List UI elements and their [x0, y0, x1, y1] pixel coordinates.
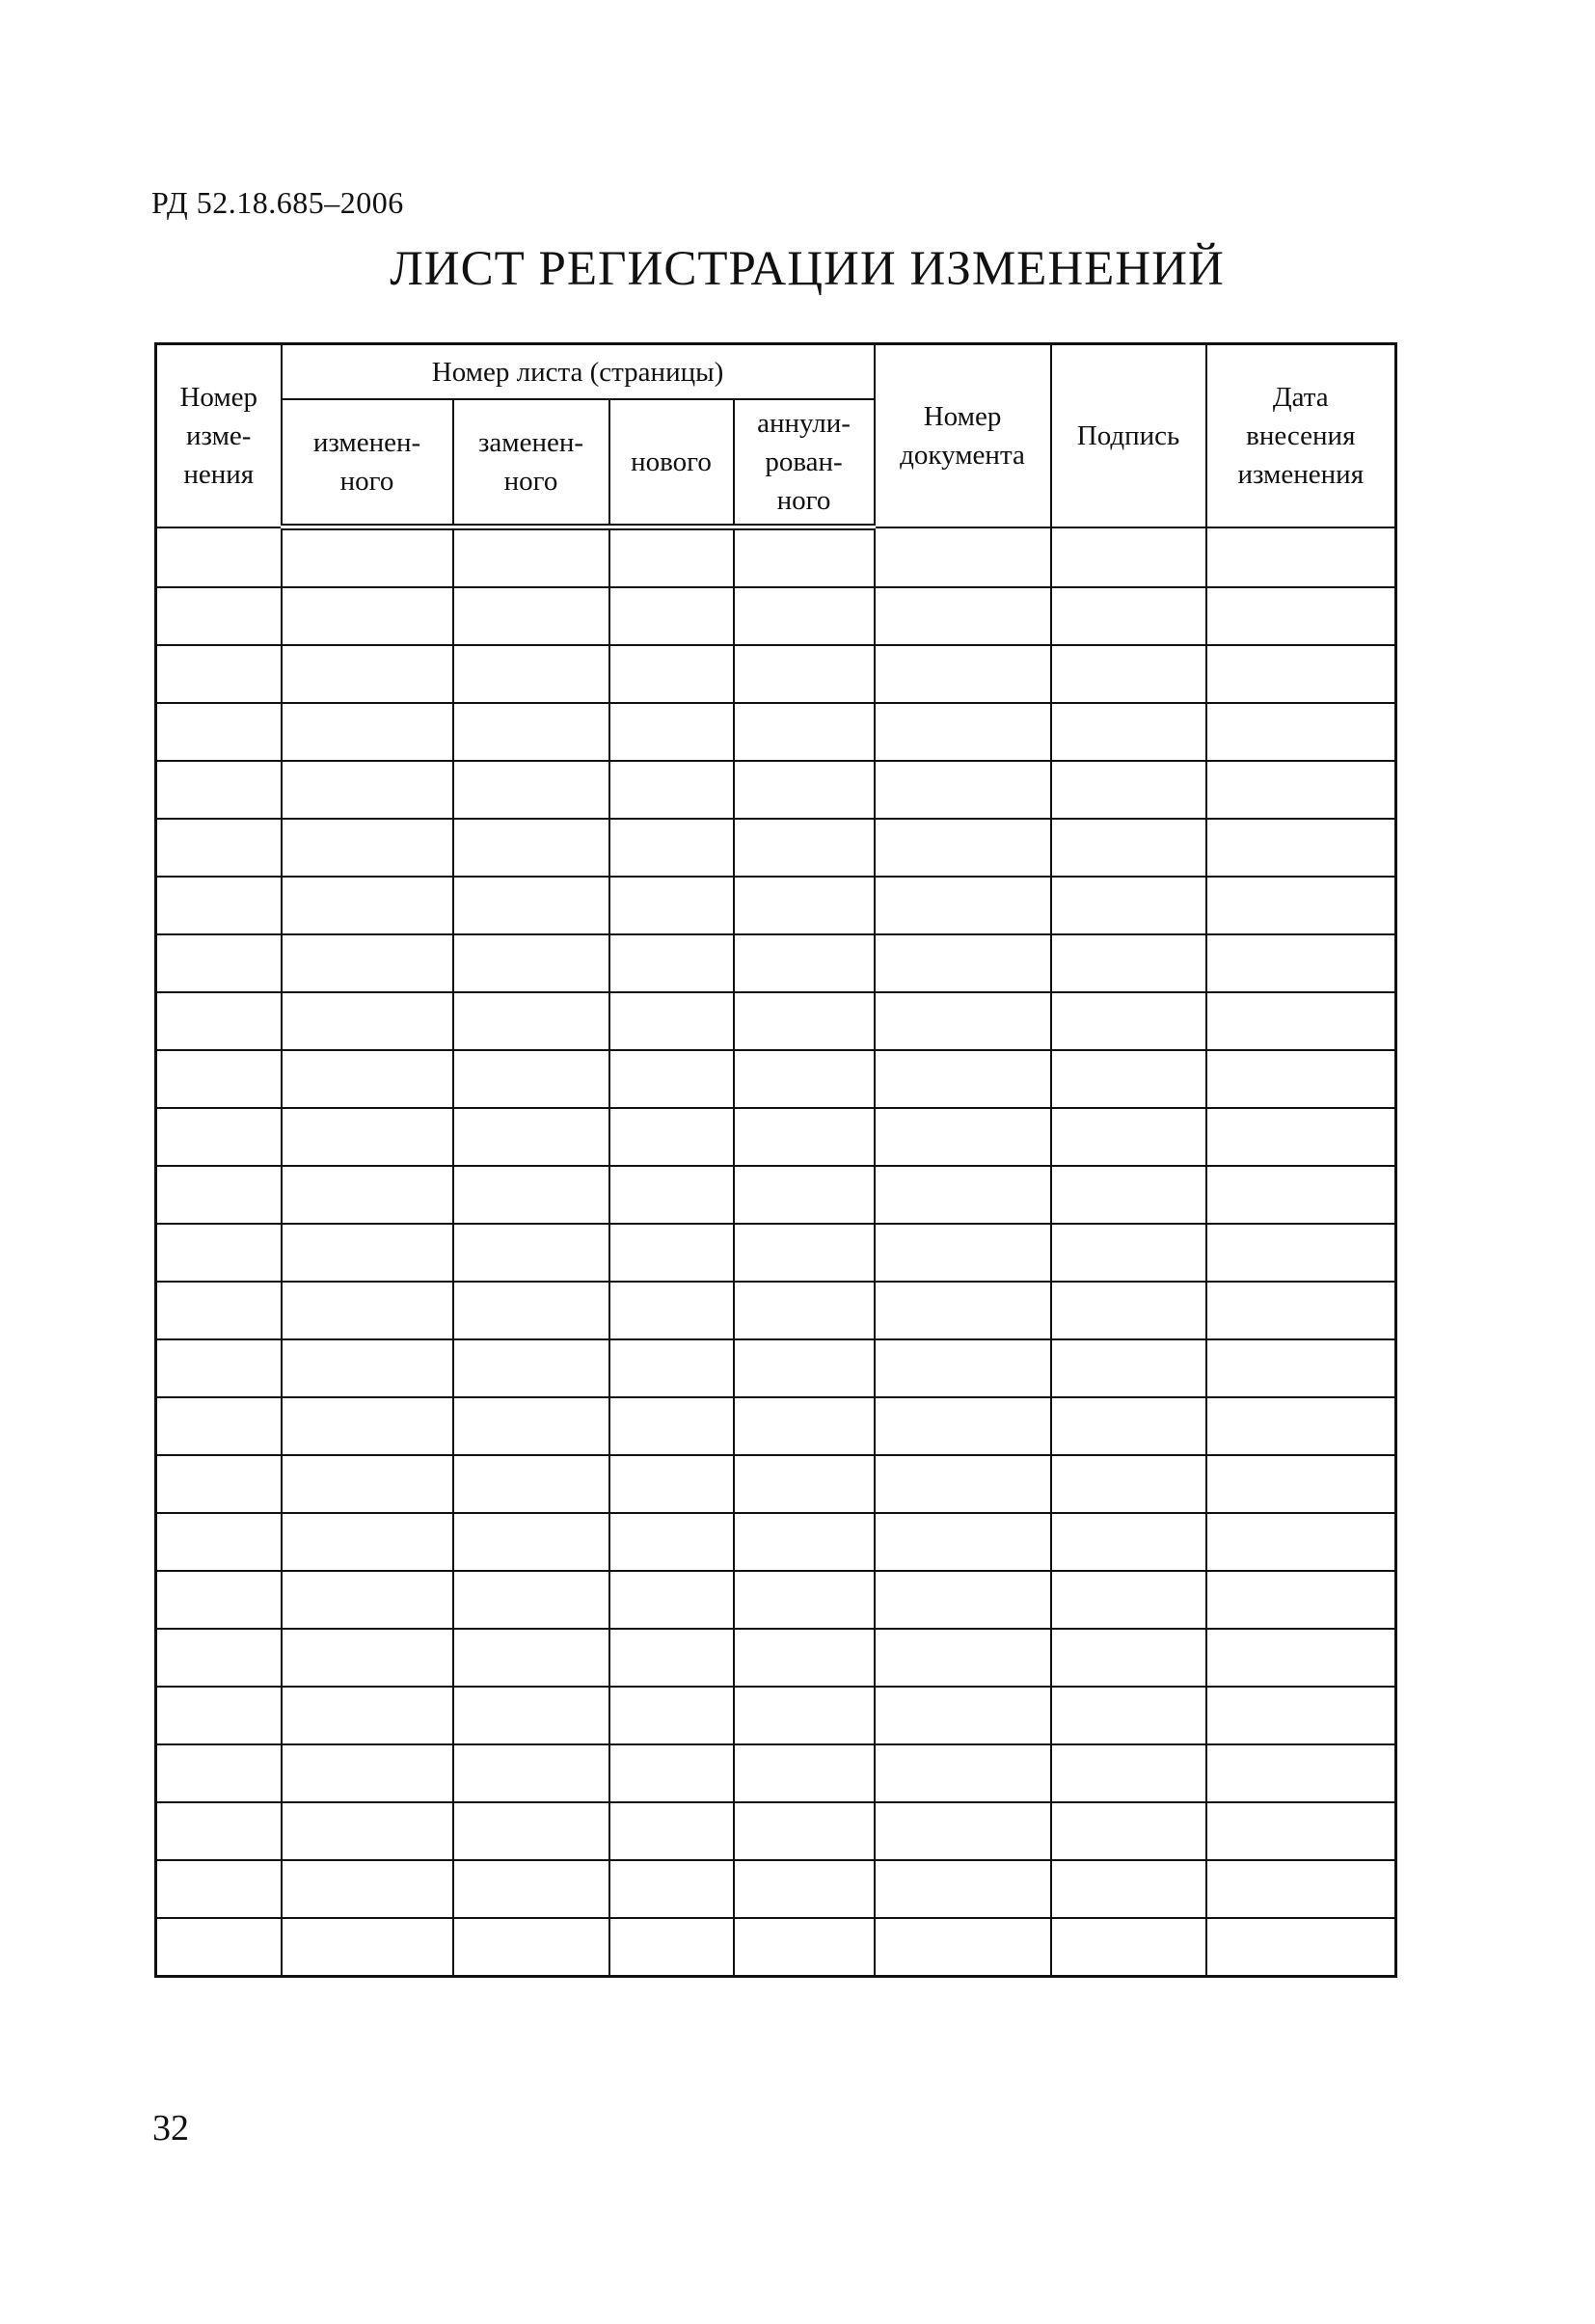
table-cell: [609, 1050, 734, 1108]
table-cell: [156, 1397, 282, 1455]
table-cell: [282, 934, 453, 992]
table-cell: [875, 1050, 1051, 1108]
table-row: [156, 1397, 1396, 1455]
table-cell: [734, 1571, 875, 1629]
table-cell: [734, 1802, 875, 1860]
table-cell: [1206, 1918, 1396, 1977]
table-cell: [453, 1744, 609, 1802]
table-row: [156, 1108, 1396, 1166]
table-cell: [453, 1166, 609, 1224]
table-cell: [1051, 1339, 1206, 1397]
table-cell: [734, 1455, 875, 1513]
table-cell: [609, 819, 734, 877]
table-row: [156, 1050, 1396, 1108]
table-row: [156, 1629, 1396, 1687]
table-cell: [453, 1455, 609, 1513]
table-cell: [1206, 1108, 1396, 1166]
table-cell: [282, 1802, 453, 1860]
table-cell: [282, 1860, 453, 1918]
table-cell: [875, 1860, 1051, 1918]
table-row: [156, 1513, 1396, 1571]
table-cell: [609, 645, 734, 703]
table-cell: [875, 1339, 1051, 1397]
table-cell: [734, 1860, 875, 1918]
table-cell: [1206, 645, 1396, 703]
table-cell: [282, 1571, 453, 1629]
table-cell: [734, 934, 875, 992]
table-cell: [1206, 1571, 1396, 1629]
table-cell: [282, 527, 453, 588]
table-cell: [1051, 1455, 1206, 1513]
table-cell: [875, 1802, 1051, 1860]
table-cell: [453, 1629, 609, 1687]
table-cell: [609, 1166, 734, 1224]
table-cell: [1051, 1224, 1206, 1282]
table-cell: [1206, 1802, 1396, 1860]
table-cell: [734, 992, 875, 1050]
table-cell: [282, 703, 453, 761]
table-cell: [156, 1629, 282, 1687]
table-cell: [282, 1339, 453, 1397]
table-cell: [875, 1918, 1051, 1977]
table-row: [156, 1571, 1396, 1629]
table-cell: [609, 1918, 734, 1977]
table-cell: [609, 877, 734, 934]
table-cell: [156, 1339, 282, 1397]
table-cell: [282, 877, 453, 934]
table-cell: [609, 1282, 734, 1339]
table-cell: [156, 1860, 282, 1918]
table-cell: [1206, 992, 1396, 1050]
table-cell: [609, 1397, 734, 1455]
table-cell: [453, 1513, 609, 1571]
table-cell: [875, 819, 1051, 877]
table-cell: [156, 934, 282, 992]
table-cell: [453, 1397, 609, 1455]
table-cell: [609, 1108, 734, 1166]
table-cell: [734, 1166, 875, 1224]
table-cell: [1206, 877, 1396, 934]
table-cell: [453, 934, 609, 992]
table-cell: [453, 1339, 609, 1397]
table-cell: [734, 1744, 875, 1802]
table-cell: [453, 992, 609, 1050]
table-cell: [1051, 1629, 1206, 1687]
table-cell: [453, 819, 609, 877]
table-cell: [156, 587, 282, 645]
table-row: [156, 527, 1396, 588]
header-replaced-sheet: заменен- ного: [453, 399, 609, 527]
table-cell: [156, 1166, 282, 1224]
table-cell: [1206, 703, 1396, 761]
table-cell: [453, 761, 609, 819]
page-title: ЛИСТ РЕГИСТРАЦИИ ИЗМЕНЕНИЙ: [390, 242, 1225, 296]
table-cell: [875, 1744, 1051, 1802]
table-cell: [1051, 1050, 1206, 1108]
table-cell: [1206, 1455, 1396, 1513]
table-cell: [1051, 527, 1206, 588]
table-cell: [453, 645, 609, 703]
header-change-number: Номер изме- нения: [156, 344, 282, 527]
page-number: 32: [152, 2108, 189, 2148]
table-row: [156, 761, 1396, 819]
table-cell: [734, 1050, 875, 1108]
table-cell: [734, 703, 875, 761]
table-cell: [875, 1166, 1051, 1224]
table-row: [156, 1860, 1396, 1918]
table-row: [156, 1918, 1396, 1977]
table-cell: [1206, 1629, 1396, 1687]
table-cell: [1051, 645, 1206, 703]
table-cell: [1206, 1687, 1396, 1744]
table-cell: [1206, 761, 1396, 819]
table-cell: [609, 703, 734, 761]
table-cell: [156, 1918, 282, 1977]
header-new-sheet: нового: [609, 399, 734, 527]
table-cell: [156, 703, 282, 761]
table-cell: [453, 1571, 609, 1629]
table-cell: [734, 1282, 875, 1339]
table-cell: [156, 1687, 282, 1744]
table-cell: [734, 1918, 875, 1977]
table-cell: [453, 1108, 609, 1166]
table-cell: [875, 1108, 1051, 1166]
table-cell: [609, 1455, 734, 1513]
table-cell: [734, 587, 875, 645]
table-cell: [609, 1339, 734, 1397]
header-sheet-number-group: Номер листа (страницы): [282, 344, 875, 400]
doc-code: РД 52.18.685–2006: [151, 185, 404, 220]
table-cell: [453, 1918, 609, 1977]
table-cell: [453, 1050, 609, 1108]
table-cell: [1051, 1166, 1206, 1224]
table-cell: [156, 1050, 282, 1108]
table-cell: [282, 1455, 453, 1513]
table-cell: [282, 1744, 453, 1802]
table-cell: [609, 761, 734, 819]
table-cell: [1051, 703, 1206, 761]
table-cell: [734, 1397, 875, 1455]
table-cell: [1206, 1224, 1396, 1282]
table-cell: [1051, 1744, 1206, 1802]
table-row: [156, 1802, 1396, 1860]
table-cell: [1206, 1744, 1396, 1802]
table-cell: [875, 1397, 1051, 1455]
table-cell: [875, 1455, 1051, 1513]
table-cell: [1051, 1397, 1206, 1455]
table-cell: [875, 1629, 1051, 1687]
table-cell: [1206, 1860, 1396, 1918]
table-cell: [875, 1571, 1051, 1629]
table-cell: [875, 703, 1051, 761]
table-cell: [734, 877, 875, 934]
table-cell: [1206, 1282, 1396, 1339]
table-cell: [156, 1282, 282, 1339]
table-cell: [156, 1802, 282, 1860]
table-row: [156, 587, 1396, 645]
table-cell: [609, 1224, 734, 1282]
table-cell: [1206, 1050, 1396, 1108]
table-cell: [609, 587, 734, 645]
table-cell: [156, 1455, 282, 1513]
table-cell: [282, 819, 453, 877]
table-cell: [734, 645, 875, 703]
table-row: [156, 992, 1396, 1050]
table-cell: [1206, 819, 1396, 877]
table-cell: [453, 1224, 609, 1282]
table-cell: [1206, 527, 1396, 588]
table-cell: [282, 1687, 453, 1744]
table-row: [156, 645, 1396, 703]
table-cell: [734, 1224, 875, 1282]
table-cell: [453, 703, 609, 761]
table-row: [156, 934, 1396, 992]
table-cell: [1051, 877, 1206, 934]
table-body: [156, 527, 1396, 1977]
table-cell: [1051, 1513, 1206, 1571]
table-row: [156, 1224, 1396, 1282]
table-cell: [453, 1282, 609, 1339]
table-cell: [156, 645, 282, 703]
table-cell: [609, 1571, 734, 1629]
table-cell: [875, 527, 1051, 588]
table-cell: [609, 992, 734, 1050]
table-cell: [453, 527, 609, 588]
table-cell: [156, 992, 282, 1050]
table-cell: [1051, 1918, 1206, 1977]
table-cell: [453, 877, 609, 934]
table-cell: [453, 587, 609, 645]
table-cell: [875, 645, 1051, 703]
table-cell: [1051, 934, 1206, 992]
table-cell: [156, 1513, 282, 1571]
table-cell: [734, 1339, 875, 1397]
table-row: [156, 819, 1396, 877]
table-cell: [282, 1224, 453, 1282]
table-cell: [1206, 1339, 1396, 1397]
table-cell: [875, 587, 1051, 645]
table-cell: [1051, 1571, 1206, 1629]
table-cell: [1206, 934, 1396, 992]
table-cell: [609, 1629, 734, 1687]
table-cell: [875, 1513, 1051, 1571]
table-cell: [282, 1629, 453, 1687]
table-cell: [156, 819, 282, 877]
table-cell: [282, 761, 453, 819]
table-cell: [1051, 819, 1206, 877]
table-cell: [1051, 1802, 1206, 1860]
table-cell: [282, 1166, 453, 1224]
table-cell: [609, 934, 734, 992]
table-cell: [282, 587, 453, 645]
table-cell: [875, 1282, 1051, 1339]
table-cell: [156, 761, 282, 819]
table-cell: [609, 1860, 734, 1918]
table-cell: [156, 1108, 282, 1166]
table-cell: [875, 761, 1051, 819]
table-row: [156, 703, 1396, 761]
table-cell: [282, 1397, 453, 1455]
table-cell: [1051, 1282, 1206, 1339]
table-cell: [1206, 1166, 1396, 1224]
table-cell: [609, 1744, 734, 1802]
table-cell: [734, 819, 875, 877]
table-cell: [875, 1224, 1051, 1282]
table-cell: [282, 992, 453, 1050]
table-row: [156, 1455, 1396, 1513]
table-cell: [156, 527, 282, 588]
table-cell: [1051, 1108, 1206, 1166]
table-cell: [156, 1744, 282, 1802]
table-cell: [156, 1571, 282, 1629]
table-cell: [1206, 1513, 1396, 1571]
table-cell: [282, 1282, 453, 1339]
table-cell: [282, 1108, 453, 1166]
table-cell: [734, 761, 875, 819]
table-cell: [156, 877, 282, 934]
table-cell: [1051, 1860, 1206, 1918]
table-cell: [875, 934, 1051, 992]
table-cell: [453, 1802, 609, 1860]
table-cell: [1051, 992, 1206, 1050]
table-cell: [734, 1629, 875, 1687]
header-cancelled-sheet: аннули- рован- ного: [734, 399, 875, 527]
table-row: [156, 1166, 1396, 1224]
change-registration-table: [154, 342, 1397, 1978]
table-cell: [609, 1802, 734, 1860]
table-row: [156, 1282, 1396, 1339]
table-cell: [156, 1224, 282, 1282]
table-row: [156, 1744, 1396, 1802]
table-cell: [282, 645, 453, 703]
table-cell: [734, 1513, 875, 1571]
table-cell: [609, 1687, 734, 1744]
table-row: [156, 877, 1396, 934]
table-cell: [875, 1687, 1051, 1744]
table-cell: [875, 992, 1051, 1050]
table-cell: [282, 1513, 453, 1571]
table-cell: [1051, 587, 1206, 645]
table-cell: [1206, 1397, 1396, 1455]
table-cell: [734, 1687, 875, 1744]
table-cell: [609, 1513, 734, 1571]
table-cell: [609, 527, 734, 588]
table-cell: [282, 1050, 453, 1108]
table-cell: [453, 1860, 609, 1918]
table-cell: [453, 1687, 609, 1744]
table-cell: [1051, 761, 1206, 819]
table-row: [156, 1687, 1396, 1744]
header-date: Дата внесения изменения: [1206, 344, 1396, 527]
header-changed-sheet: изменен- ного: [282, 399, 453, 527]
table-cell: [875, 877, 1051, 934]
table-cell: [282, 1918, 453, 1977]
header-signature: Подпись: [1051, 344, 1206, 527]
table-cell: [1206, 587, 1396, 645]
table-cell: [1051, 1687, 1206, 1744]
table-cell: [734, 527, 875, 588]
table-cell: [734, 1108, 875, 1166]
table-row: [156, 1339, 1396, 1397]
header-document-number: Номер документа: [875, 344, 1051, 527]
